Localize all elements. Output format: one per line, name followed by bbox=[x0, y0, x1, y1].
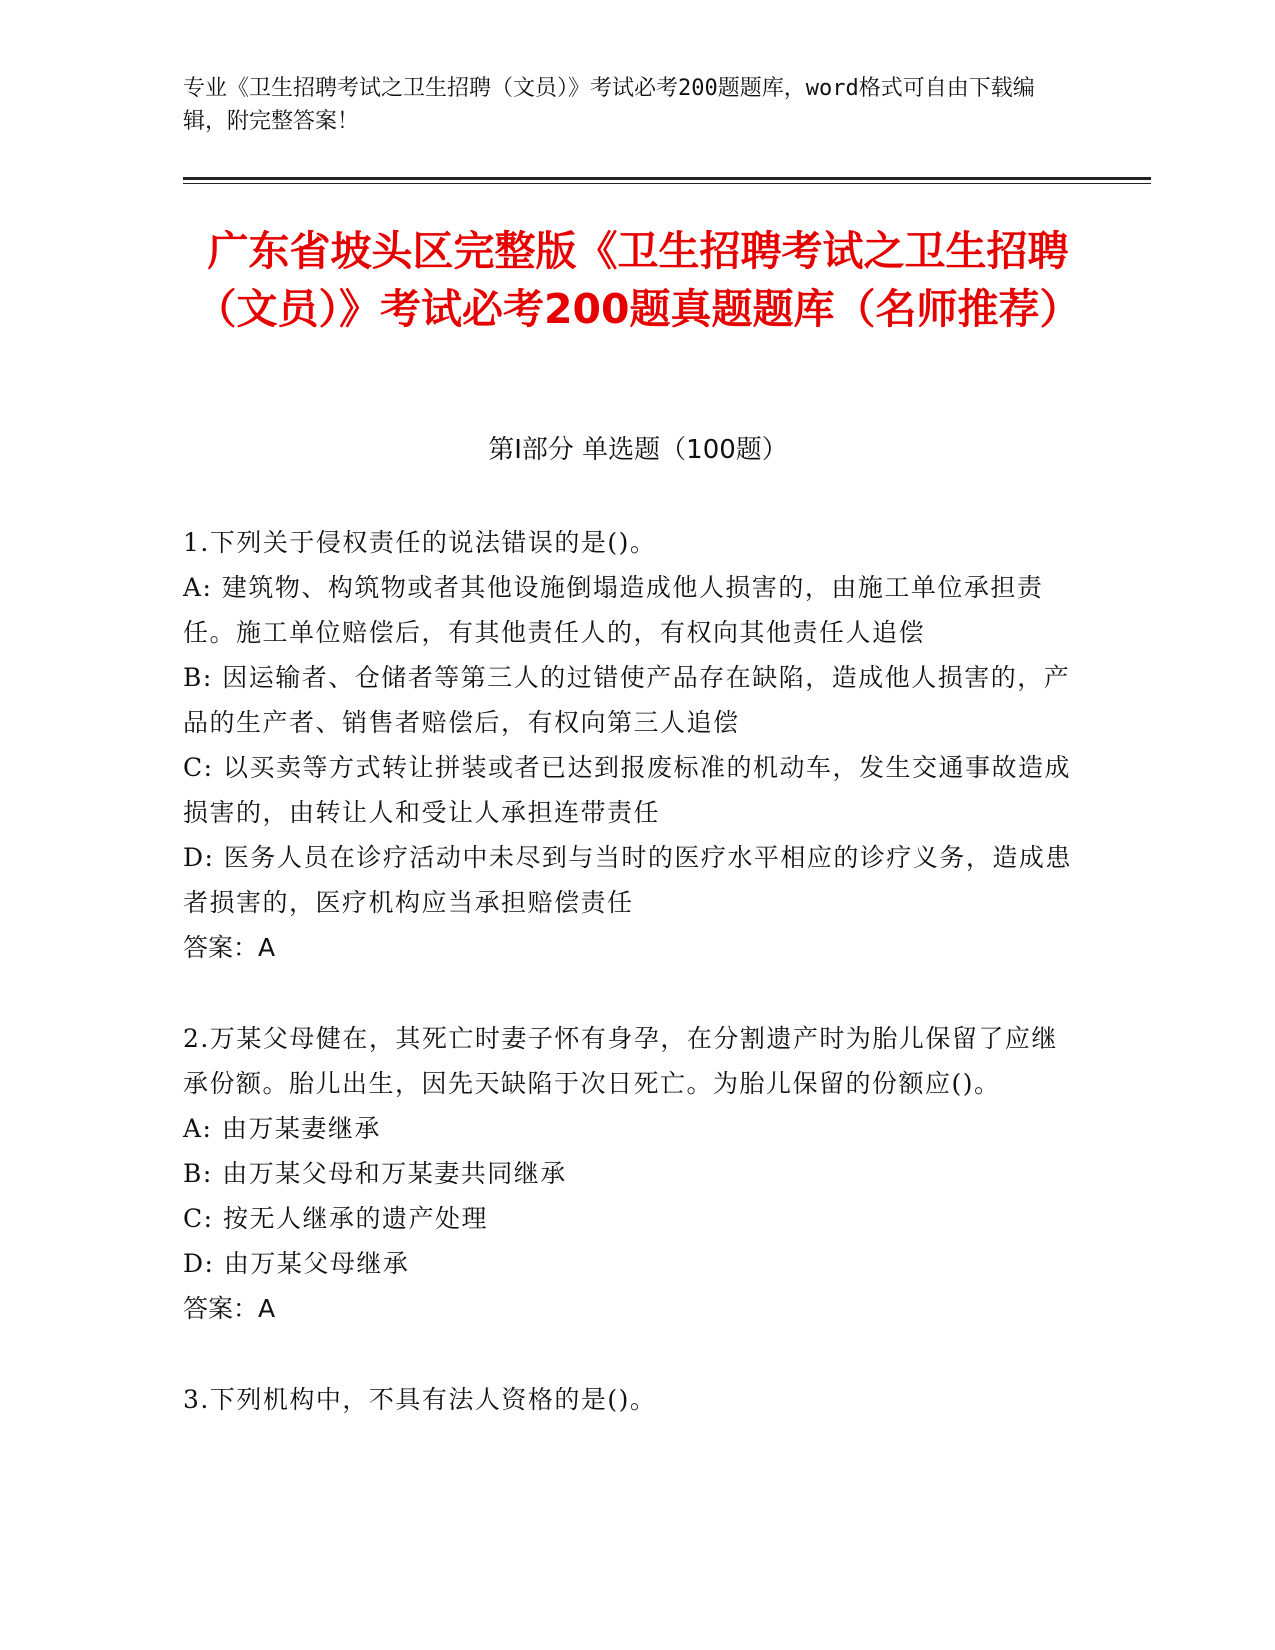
question-3 bbox=[183, 1377, 1083, 1422]
header-divider-thick bbox=[183, 177, 1151, 180]
header-divider-thin bbox=[183, 183, 1151, 184]
question-list bbox=[183, 520, 1083, 1468]
option-a: A: 由万某妻继承 bbox=[183, 1114, 381, 1143]
section-title: 第I部分 单选题（100题） bbox=[488, 435, 788, 465]
option-b: B: 因运输者、仓储者等第三人的过错使产品存在缺陷，造成他人损害的，产品的生产者、销售者赔偿后，有权向第三人追偿 bbox=[183, 663, 1071, 737]
header-note: 专业《卫生招聘考试之卫生招聘（文员）》考试必考200题题库，word格式可自由下载编辑，附完整答案！ bbox=[183, 76, 1035, 134]
option-c: C: 按无人继承的遗产处理 bbox=[183, 1204, 488, 1233]
document-title: 广东省坡头区完整版《卫生招聘考试之卫生招聘（文员）》考试必考200题真题题库（名师推荐） bbox=[195, 227, 1081, 333]
answer: 答案：A bbox=[183, 1294, 276, 1323]
question-text: 2.万某父母健在，其死亡时妻子怀有身孕，在分割遗产时为胎儿保留了应继承份额。胎儿出生，因先天缺陷于次日死亡。为胎儿保留的份额应()。 bbox=[183, 1024, 1058, 1098]
question-2 bbox=[183, 1016, 1083, 1331]
option-d: D: 由万某父母继承 bbox=[183, 1249, 410, 1278]
option-c: C: 以买卖等方式转让拼装或者已达到报废标准的机动车，发生交通事故造成损害的，由转让人和受让人承担连带责任 bbox=[183, 753, 1072, 827]
question-1 bbox=[183, 520, 1083, 970]
question-text: 1.下列关于侵权责任的说法错误的是()。 bbox=[183, 528, 657, 557]
answer: 答案：A bbox=[183, 933, 276, 962]
option-d: D: 医务人员在诊疗活动中未尽到与当时的医疗水平相应的诊疗义务，造成患者损害的，医疗机构应当承担赔偿责任 bbox=[183, 843, 1072, 917]
option-a: A: 建筑物、构筑物或者其他设施倒塌造成他人损害的，由施工单位承担责任。施工单位赔偿后，有其他责任人的，有权向其他责任人追偿 bbox=[183, 573, 1044, 647]
option-b: B: 由万某父母和万某妻共同继承 bbox=[183, 1159, 567, 1188]
question-text: 3.下列机构中，不具有法人资格的是()。 bbox=[183, 1385, 657, 1414]
